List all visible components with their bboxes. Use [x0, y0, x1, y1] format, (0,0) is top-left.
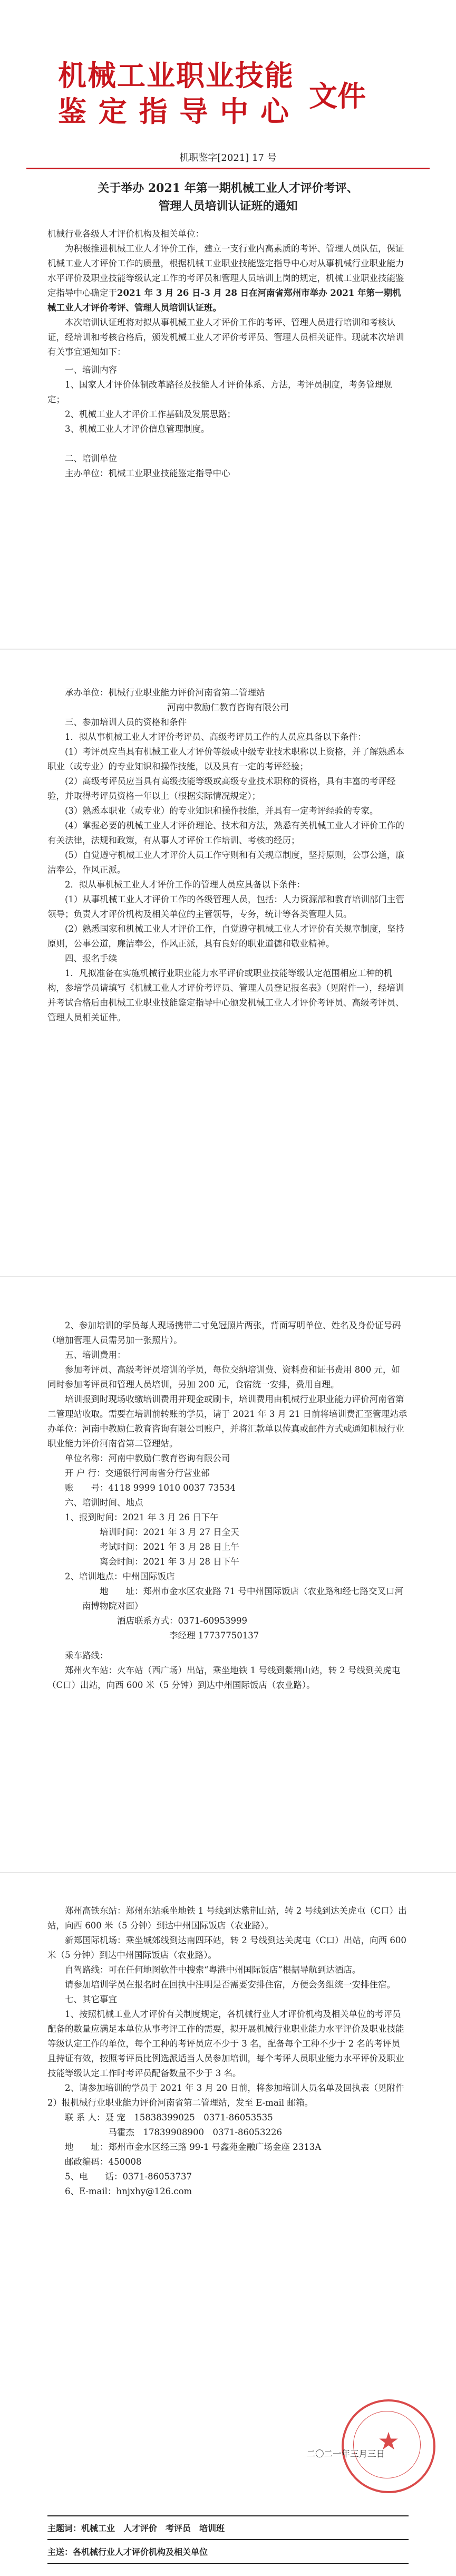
route-highspeed: 郑州高铁东站：郑州东站乘坐地铁 1 号线到达紫荆山站，转 2 号线到达关虎屯（C口）出站，向西 600 米（5 分钟）到达中州国际饭店（农业路）。 [47, 1906, 407, 1931]
seal-star-icon: ★ [377, 2427, 400, 2455]
route-railway: 郑州火车站：火车站（西广场）出站，乘坐地铁 1 号线到紫荆山站，转 2 号线到关虎屯（C口）出站，向西 600 米（5 分钟）到达中州国际饭店（农业路）。 [47, 1665, 400, 1690]
schedule-leave: 离会时间：2021 年 3 月 28 日下午 [100, 1557, 239, 1567]
brand-line-1: 机械工业职业技能 [58, 59, 294, 92]
account-bank: 开 户 行：交通银行河南省分行营业部 [65, 1468, 210, 1478]
postal-code: 邮政编码：450008 [65, 2157, 142, 2167]
fee-paragraph-2: 培训报到时现场收缴培训费用并现金或刷卡，培训费用由机械行业职业能力评价河南省第二管理站收取。需要在培训前转账的学员，请于 2021 年 3 月 21 日前将培训费汇至管理站承办单位：河南中教励仁教育咨询有限公司账户，并将汇款单以传真或邮件方式或通知机械行业职业能力评价河南省第二管理站。 [47, 1394, 408, 1449]
intro-text-bold: 2021 年 3 月 26 日-3 月 28 日在河南省郑州市举办 2021 年第一期机械工业人才评价考评、管理人员培训认证班。 [47, 288, 401, 313]
qualification-1d: (4）掌握必要的机械工业人才评价理论、技术和方法，熟悉有关机械工业人才评价工作的有关法律，法规和政策，有从事人才评价工作培训、考核的经历； [47, 821, 404, 845]
host-unit: 主办单位：机械工业职业技能鉴定指导中心 [65, 468, 230, 478]
venue-address: 地 址：郑州市金水区农业路 71 号中州国际饭店（农业路和经七路交叉口河南博物院对面） [82, 1586, 403, 1611]
contact-person-1: 联 系 人：聂 宠 15838399025 0371-86053535 [65, 2112, 273, 2122]
content-item-1: 1、国家人才评价体制改革路径及技能人才评价体系、方法，考评员制度，考务管理规定； [47, 380, 392, 404]
title-line-2: 管理人员培训认证班的通知 [158, 199, 298, 213]
route-drive: 自驾路线：可在任何地图软件中搜索“粤港中州国际饭店”根据导航到达酒店。 [65, 1965, 361, 1975]
section-2-heading: 二、培训单位 [65, 454, 117, 464]
intro-text-a: 为积极推进机械工业人才评价工作，建立一支行业内高素质的考评、管理人员队伍，保证机械工业人才评价工作的质量，根据机械工业职业技能鉴定指导中心对从事机械行业职业能力水平评价及职业技能等级认定工作的考评员和管理人员培训上岗的规定，机械工业职业技能鉴定指导中心确定于 [47, 244, 404, 298]
hotel-contact: 李经理 17737750137 [169, 1630, 259, 1641]
title-line-1: 关于举办 2021 年第一期机械工业人才评价考评、 [98, 181, 358, 195]
other-item-2: 2、请参加培训的学员于 2021 年 3 月 20 日前，将参加培训人员名单及回执表（见附件 2）报机械行业职业能力评价河南省第二管理站，发至 E-mail 邮箱。 [47, 2083, 404, 2108]
brand [58, 58, 427, 130]
contact-address: 地 址：郑州市金水区经三路 99-1 号鑫苑金融广场金座 2313A [65, 2142, 322, 2152]
letterhead [58, 58, 427, 130]
qualification-1c: (3）熟悉本职业（或专业）的专业知识和操作技能，并具有一定考评经验的专家。 [65, 806, 379, 816]
accommodation-note: 请参加培训学员在报名时在回执中注明是否需要安排住宿，方便会务组统一安排住宿。 [65, 1980, 395, 1990]
page4-body [47, 1904, 409, 2199]
organizer-2: 河南中教励仁教育咨询有限公司 [167, 702, 289, 712]
hotel-phone: 酒店联系方式：0371-60953999 [117, 1616, 248, 1626]
recipients: 主送：各机械行业人才评价机构及相关单位 [47, 2547, 208, 2557]
page1-body [47, 227, 409, 481]
section-6-heading: 六、培训时间、地点 [65, 1498, 143, 1508]
contact-person-2: 马霍杰 17839908900 0371-86053226 [108, 2127, 283, 2137]
organizer-1: 承办单位：机械行业职业能力评价河南省第二管理站 [65, 688, 265, 698]
section-1-heading: 一、培训内容 [65, 365, 117, 375]
schedule-training: 培训时间：2021 年 3 月 27 日全天 [100, 1527, 239, 1537]
footer-rule-top [47, 2515, 409, 2516]
qualification-2a: (1）从事机械工业人才评价工作的各级管理人员，包括：人力资源部和教育培训部门主管领导；负责人才评价机构及相关单位的主管领导，专务，统计等各类管理人员。 [47, 894, 404, 919]
qualification-2: 2．拟从事机械工业人才评价工作的管理人员应具备以下条件： [65, 880, 305, 890]
red-divider [26, 168, 430, 169]
page-separator [0, 1872, 456, 1873]
content-item-3: 3、机械工业人才评价信息管理制度。 [65, 424, 210, 434]
footer-rule-bottom [47, 2563, 409, 2564]
content-item-2: 2、机械工业人才评价工作基础及发展思路； [65, 409, 236, 419]
section-5-heading: 五、培训费用： [65, 1350, 126, 1360]
qualification-1b: (2）高级考评员应当具有高级技能等级或高级专业技术职称的资格，具有丰富的考评经验，并取得考评员资格一年以上（根据实际情况规定）； [47, 776, 396, 801]
page-separator [0, 649, 456, 650]
page3-body [47, 1318, 409, 1693]
qualification-2b: (2）熟悉国家和机械工业人才评价工作，自觉遵守机械工业人才评价有关规章制度，坚持原则，公事公道，廉洁奉公，作风正派，具有良好的职业道德和敬业精神。 [47, 924, 404, 949]
salutation: 机械行业各级人才评价机构及相关单位： [47, 229, 204, 239]
brand-doc-word: 文件 [309, 79, 366, 113]
other-item-1: 1、按照机械工业人才评价有关制度规定，各机械行业人才评价机构及相关单位的考评员配备的数量应满足本单位从事考评工作的需要，拟开展机械行业职业能力水平评价及职业技能等级认定工作的单位，每个工种的考评员应不少于 3 名，配备每个工种不少于 2 名的考评员且持证有效，按照考评员比例选派适当人员参加培训，每个考评人员职业能力水平评价及职业技能等级认定工作时考评员配备数量不少于 3 名。 [47, 2009, 404, 2078]
subject-words: 主题词：机械工业 人才评价 考评员 培训班 [47, 2523, 225, 2533]
qualification-1: 1．拟从事机械工业人才评价考评员、高级考评员工作的人员应具备以下条件： [65, 732, 366, 742]
schedule-checkin: 1、报到时间：2021 年 3 月 26 日下午 [65, 1512, 219, 1522]
page2-body [47, 686, 409, 1025]
brand-name [58, 58, 294, 130]
venue: 2、培训地点：中州国际饭店 [65, 1571, 175, 1581]
signature-date: 二〇二一年三月三日 [306, 2449, 385, 2459]
brand-line-2: 鉴 定 指 导 中 心 [58, 95, 290, 128]
account-name: 单位名称：河南中教励仁教育咨询有限公司 [65, 1453, 230, 1463]
section-7-heading: 七、其它事宜 [65, 1994, 117, 2004]
official-seal [342, 2399, 435, 2493]
route-heading: 乘车路线： [65, 1651, 109, 1661]
footer-rule-mid [47, 2539, 409, 2540]
fee-paragraph-1: 参加考评员、高级考评员培训的学员，每位交纳培训费、资料费和证书费用 800 元，如同时参加考评员和管理人员培训，另加 200 元，食宿统一安排，费用自理。 [47, 1365, 400, 1390]
schedule-exam: 考试时间：2021 年 3 月 28 日上午 [100, 1542, 239, 1552]
document-number: 机职鉴字[2021] 17 号 [179, 152, 277, 163]
registration-1: 1．凡拟准备在实施机械行业职业能力水平评价或职业技能等级认定范围相应工种的机构，参培学员请填写《机械工业人才评价考评员、管理人员登记报名表》（见附件一），经培训并考试合格后由机械工业职业技能鉴定指导中心颁发机械工业人才评价考评员、高级考评员、管理人员相关证件。 [47, 968, 404, 1022]
contact-phone: 5、电 话：0371-86053737 [65, 2172, 192, 2182]
section-3-heading: 三、参加培训人员的资格和条件 [65, 717, 187, 727]
document-title [47, 179, 409, 215]
page-separator [0, 1276, 456, 1277]
contact-email: 6、E-mail：hnjxhy@126.com [65, 2186, 192, 2196]
section-4-heading: 四、报名手续 [65, 953, 117, 963]
intro-paragraph-2: 本次培训认证班将对拟从事机械工业人才评价工作的考评、管理人员进行培训和考核认证，经培训和考核合格后，颁发机械工业人才评价考评员、管理人员相关证件。现就本次培训有关事宜通知如下： [47, 317, 404, 357]
qualification-1e: (5）自觉遵守机械工业人才评价人员工作守则和有关规章制度，坚持原则，公事公道，廉洁奉公，作风正派。 [47, 850, 404, 875]
route-airport: 新郑国际机场：乘坐城郊线到达南四环站，转 2 号线到达关虎屯（C口）出站，向西 600 米（5 分钟）到达中州国际饭店（农业路）。 [47, 1935, 406, 1960]
qualification-1a: (1）考评员应当具有机械工业人才评价等级或中级专业技术职称以上资格，并了解熟悉本职业（或专业）的专业知识和操作技能，以及具有一定的考评经验； [47, 747, 404, 771]
registration-2: 2、参加培训的学员每人现场携带二寸免冠照片两张，背面写明单位、姓名及身份证号码（增加管理人员需另加一张照片）。 [47, 1320, 401, 1345]
intro-paragraph [47, 242, 409, 315]
account-number: 账 号：4118 9999 1010 0037 73534 [65, 1483, 236, 1493]
